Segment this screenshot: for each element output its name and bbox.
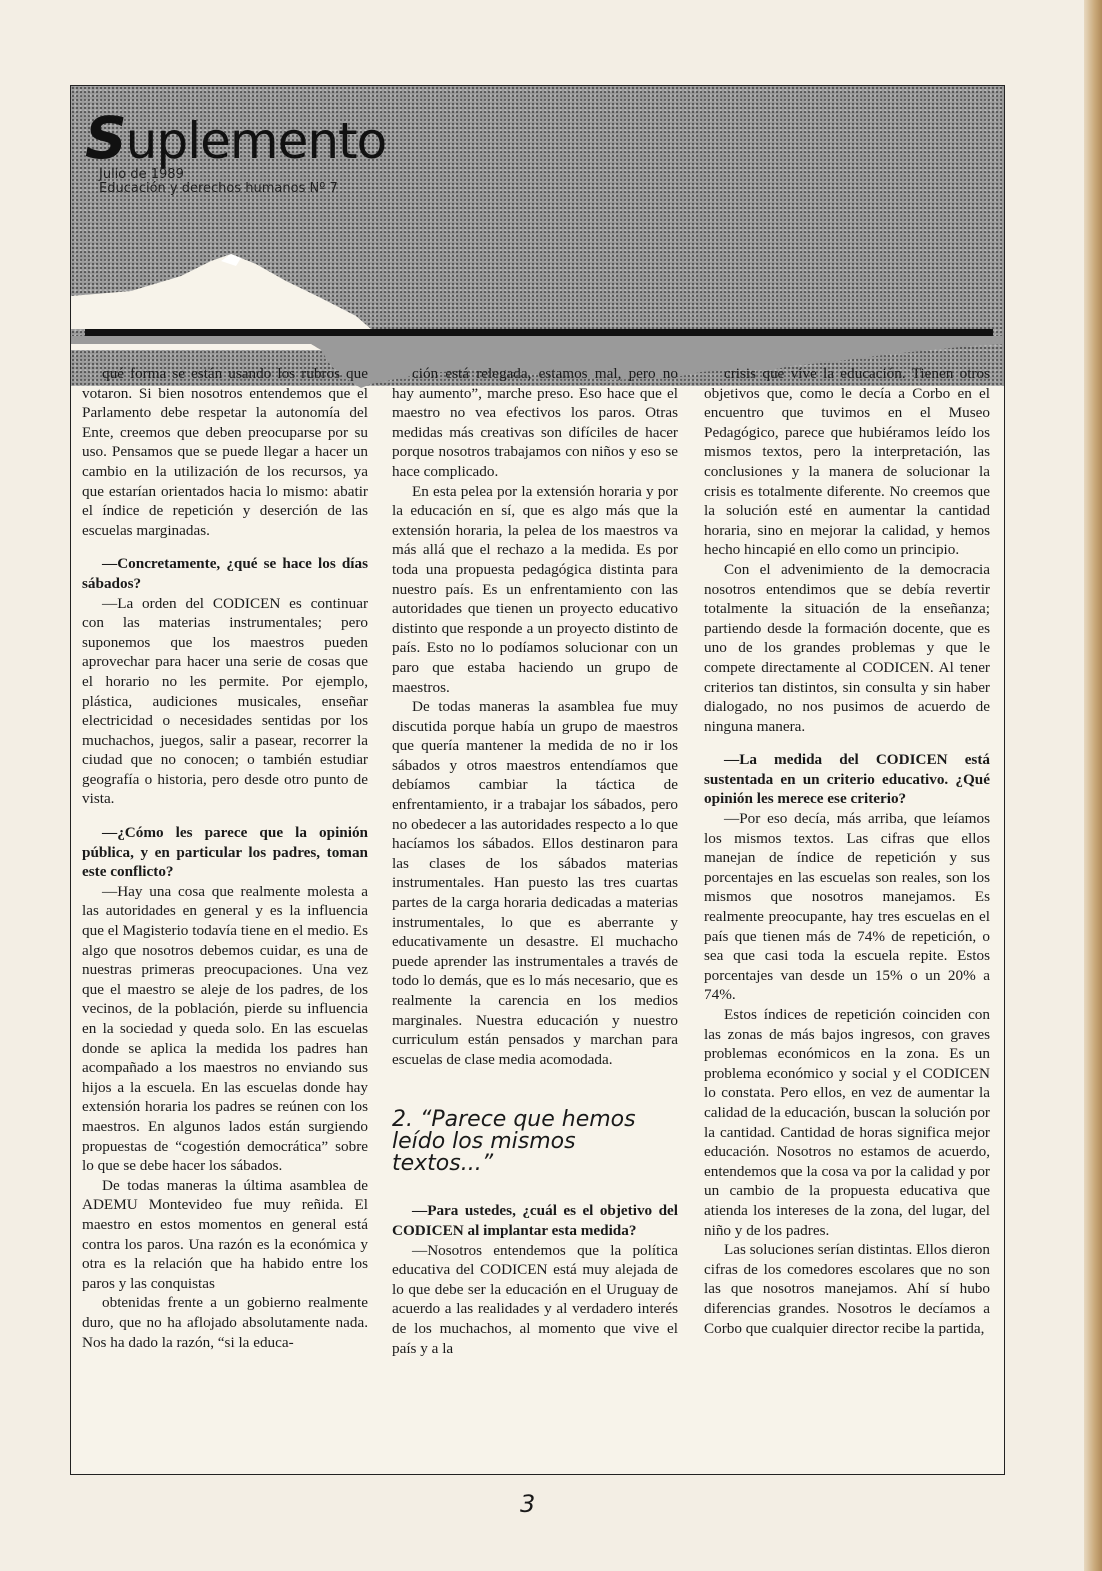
paragraph: —Por eso decía, más arriba, que leíamos los mismos textos. Las cifras que ellos manejan de índice de repetición y sus porcentajes en las escuelas son reales, son los mismos que nosotros manejamos. Es realmente preocupante, hay tres escuelas en el país que tienen más de 74% de repetición, o sea que casi toda la escuela repite. Estos porcentajes van desde un 15% o un 20% a 74%. bbox=[704, 810, 990, 1004]
section-heading: 2. “Parece que hemos leído los mismos textos...” bbox=[392, 1107, 636, 1177]
paragraph: obtenidas frente a un gobierno realmente duro, que no ha aflojado absolutamente nada. Nos ha dado la razón, “si la educa- bbox=[82, 1294, 368, 1351]
paragraph: —La orden del CODICEN es continuar con las materias instrumentales; pero suponemos que los maestros pueden aprovechar para hacer una serie de cosas que el horario no les permite. Por ejemplo, plástica, audiciones musicales, enseñar electricidad o necesidades sentidas por los muchachos, juegos, salir a pasear, recorrer la ciudad que no conocen; o también estudiar geografía o historia, pero desde otro punto de vista. bbox=[82, 594, 368, 808]
interview-question: —Para ustedes, ¿cuál es el objetivo del CODICEN al implantar esta medida? bbox=[392, 1202, 678, 1239]
issue-series: Educación y derechos humanos Nº 7 bbox=[99, 181, 338, 196]
paragraph: Las soluciones serían distintas. Ellos dieron cifras de los comedores escolares que no son las que nosotros manejamos. Ahí sí hubo diferencias grandes. Nosotros le decíamos a Corbo que cualquier director recibe la partida, bbox=[704, 1241, 990, 1337]
column-1 bbox=[82, 364, 368, 1352]
paragraph: De todas maneras la asamblea fue muy discutida porque había un grupo de maestros que quería mantener la medida de no ir los sábados y otros maestros entendíamos que debíamos cambiar la táctica de enfrentamiento, ir a trabajar los sábados, pero no obedecer a las autoridades respecto a lo que hacíamos los sábados. Ellos destinaron para las clases de los sábados materias instrumentales. Han puesto las tres cuartas partes de la carga horaria dedicadas a materias instrumentales, lo que es aberrante y educativamente un desastre. El muchacho puede aprender las instrumentales a través de todo lo demás, que es lo más necesario, que es realmente la carencia en los medios marginales. Nuestra educación y nuestro curriculum están pensados y marchan para escuelas de clase media acomodada. bbox=[392, 698, 678, 1068]
interview-question: —¿Cómo les parece que la opinión pública, y en particular los padres, toman este conflicto? bbox=[82, 824, 368, 881]
column-2 bbox=[392, 364, 678, 1358]
page-edge bbox=[1084, 0, 1102, 1571]
paragraph: En esta pelea por la extensión horaria y por la educación en sí, que es algo más que la extensión horaria, la pelea de los maestros va más allá que el rechazo a la medida. Es por toda una propuesta pedagógica distinta para nuestro país. Es un enfrentamiento con las autoridades que tienen un proyecto educativo distinto que responde a un proyecto distinto de país. Esto no lo podíamos solucionar con un paro que estaba haciendo un grupo de maestros. bbox=[392, 482, 678, 696]
paragraph: De todas maneras la última asamblea de ADEMU Montevideo fue muy reñida. El maestro en estos momentos en general está contra los paros. Una razón es la económica y otra es la relación que ha habido entre los paros y las conquistas bbox=[82, 1176, 368, 1292]
paragraph: ción está relegada, estamos mal, pero no hay aumento”, marche preso. Eso hace que el maestro no vea efectivos los paros. Otras medidas más creativas son difíciles de hacer porque nosotros trabajamos con niños y eso se hace complicado. bbox=[392, 365, 678, 480]
paragraph: —Nosotros entendemos que la política educativa del CODICEN está muy alejada de lo que debe ser la educación en el Uruguay de acuerdo a las realidades y al verdadero interés de los muchachos, al momento que vive el país y a la bbox=[392, 1241, 678, 1357]
interview-question: —Concretamente, ¿qué se hace los días sábados? bbox=[82, 555, 368, 592]
issue-info bbox=[99, 168, 338, 196]
paragraph: Estos índices de repetición coinciden con las zonas de más bajos ingresos, con graves problemas económicos en la zona. Es un problema económico y social y el CODICEN lo constata. Pero ellos, en vez de aumentar la calidad de la educación, buscan la solución por la cantidad. Cantidad de horas significa mejor educación. Nosotros no estamos de acuerdo, entendemos que la cosa va por la calidad y por un cambio de la propuesta educativa que atienda los intereses de la zona, del lugar, del niño y de los padres. bbox=[704, 1006, 990, 1239]
paragraph: crisis que vive la educación. Tienen otros objetivos que, como le decía a Corbo en el encuentro que tuvimos en el Museo Pedagógico, parece que hubiéramos leído los mismos textos, pero la interpretación, las conclusiones y la manera de solucionar la crisis es totalmente diferente. No creemos que la solución esté en aumentar la cantidad horaria, sino en mejorar la calidad, y hemos hecho hincapié en ello como un principio. bbox=[704, 365, 990, 559]
interview-question: —La medida del CODICEN está sustentada en un criterio educativo. ¿Qué opinión les merece ese criterio? bbox=[704, 751, 990, 808]
paragraph: —Hay una cosa que realmente molesta a las autoridades en general y es la influencia que el Magisterio todavía tiene en el medio. Es algo que nosotros debemos cuidar, es una de nuestras primeras preocupaciones. Una vez que el maestro se aleje de los padres, de los vecinos, de la población, pierde su influencia en la sociedad y queda solo. En las escuelas donde se aplica la medida los padres han acompañado a los maestros no enviando sus hijos a la escuela. En las escuelas donde hay extensión horaria los padres se reúnen con los maestros. En algunos lados están surgiendo propuestas de “cogestión democrática” sobre lo que se debe hacer los sábados. bbox=[82, 882, 368, 1175]
issue-date: Julio de 1989 bbox=[99, 167, 184, 182]
paragraph: qué forma se están usando los rubros que votaron. Si bien nosotros entendemos que el Parlamento debe respetar la autonomía del Ente, creemos que deben preocuparse por su uso. Pensamos que se puede llegar a hacer un cambio en la utilización de los recursos, ya que estarían orientados hacia lo mismo: abatir el índice de repetición y deserción de las escuelas marginadas. bbox=[82, 365, 368, 539]
paragraph: Con el advenimiento de la democracia nosotros entendimos que se debía revertir totalmente la situación de la enseñanza; partiendo desde la formación docente, que es uno de los grandes problemas y que le compete directamente al CODICEN. Al tener criterios tan distintos, sin consulta y sin haber dialogado, no nos pusimos de acuerdo de ninguna manera. bbox=[704, 560, 990, 735]
supplement-title: Suplemento bbox=[85, 104, 387, 172]
page-frame bbox=[70, 85, 1005, 1475]
column-3 bbox=[704, 364, 990, 1338]
page-number: 3 bbox=[520, 1490, 536, 1518]
